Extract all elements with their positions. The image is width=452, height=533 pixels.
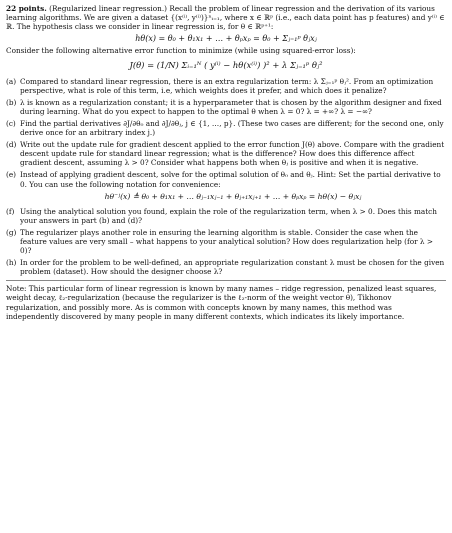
question-text: λ is known as a regularization constant; it is a hyperparameter that is chosen by the algorithm designer and fixed during learning. What do you expect to happen to the optimal θ when λ = 0? λ = +∞? λ = −∞? — [20, 97, 442, 116]
question-d — [6, 140, 446, 167]
question-text: Compared to standard linear regression, there is an extra regularization term: λ Σⱼ₌₁ᵖ θⱼ². From an optimization perspective, what is role of this term, i.e, which weights does it prefer, and which does it penalize? — [20, 76, 434, 95]
question-e — [6, 170, 446, 203]
question-label: (f) — [6, 206, 15, 216]
error-function-equation: J(θ) = (1/N) Σᵢ₌₁ᴺ ( y⁽ⁱ⁾ − hθ(x⁽ⁱ⁾) )² + λ Σⱼ₌₁ᵖ θⱼ² — [129, 60, 323, 71]
note-paragraph: Note: This particular form of linear regression is known by many names – ridge regression, penalized least squares, weight decay, ℓ₂-regularization (because the regularizer is the ℓ₂-norm of the weight vector θ), Tikhonov regularization, and possibly more. As is common with concepts known by many names, this method was independently discovered by many people in many different contexts, which indicates its likely importance. — [6, 280, 446, 320]
question-label: (b) — [6, 97, 17, 107]
question-g — [6, 228, 446, 255]
question-text: In order for the problem to be well-defined, an appropriate regularization constant λ must be chosen for the given problem (dataset). How should the designer choose λ? — [20, 258, 445, 277]
question-list — [6, 77, 446, 277]
question-text: Using the analytical solution you found, explain the role of the regularization term, when λ > 0. Does this match your answers in part (b) and (d)? — [20, 206, 437, 225]
question-b — [6, 98, 446, 116]
question-label: (c) — [6, 118, 16, 128]
hypothesis-equation: hθ(x) = θ₀ + θ₁x₁ + … + θₚxₚ = θ₀ + Σⱼ₌₁ᵖ θⱼxⱼ — [135, 34, 317, 44]
question-text: Instead of applying gradient descent, solve for the optimal solution of θ₀ and θⱼ. Hint: Set the partial derivative to 0. You can use the following notation for convenience: — [20, 170, 441, 189]
question-body — [20, 170, 446, 203]
question-a — [6, 77, 446, 95]
problem-title: (Regularized linear regression.) — [49, 4, 167, 13]
question-label: (h) — [6, 258, 17, 268]
question-c — [6, 119, 446, 137]
question-h — [6, 258, 446, 276]
question-label: (d) — [6, 140, 17, 150]
error-function-lead: Consider the following alternative error function to minimize (while using squared-error loss): — [6, 46, 356, 56]
question-text: The regularizer plays another role in ensuring the learning algorithm is stable. Consider the case when the feature values are very small – what happens to your analytical solution? How does regularization help (for λ > 0)? — [20, 227, 433, 256]
question-text: Find the partial derivatives ∂J/∂θ₀ and ∂J/∂θⱼ, j ∈ {1, …, p}. (These two cases are different; for the second one, only derive once for an arbitrary index j.) — [20, 118, 444, 138]
question-label: (e) — [6, 170, 17, 180]
problem-points: 22 points. — [6, 4, 47, 13]
notation-equation: hθ⁻ʲ(x) ≜ θ₀ + θ₁x₁ + … θⱼ₋₁xⱼ₋₁ + θⱼ₊₁xⱼ₊₁ + … + θₚxₚ = hθ(x) − θⱼxⱼ — [104, 191, 362, 201]
problem-intro-text: Recall the problem of linear regression and the derivation of its various learning algorithms. We are given a dataset {(x⁽ⁱ⁾, y⁽ⁱ⁾)}ⁿᵢ₌₁, where x ∈ ℝᵖ (i.e., each data point has p features) and y⁽ⁱ⁾ ∈ ℝ. The hypothesis class we consider in linear regression is, for θ ∈ ℝᵖ⁺¹: — [6, 4, 445, 32]
question-label: (g) — [6, 227, 17, 237]
problem-intro — [6, 4, 446, 31]
question-f — [6, 207, 446, 225]
question-text: Write out the update rule for gradient descent applied to the error function J(θ) above. Compare with the gradient descent update rule for standard linear regression; what is the difference? How does this difference affect gradient descent, assuming λ > 0? Consider what happens both when θⱼ is positive and when it is negative. — [20, 140, 445, 168]
question-label: (a) — [6, 76, 17, 86]
